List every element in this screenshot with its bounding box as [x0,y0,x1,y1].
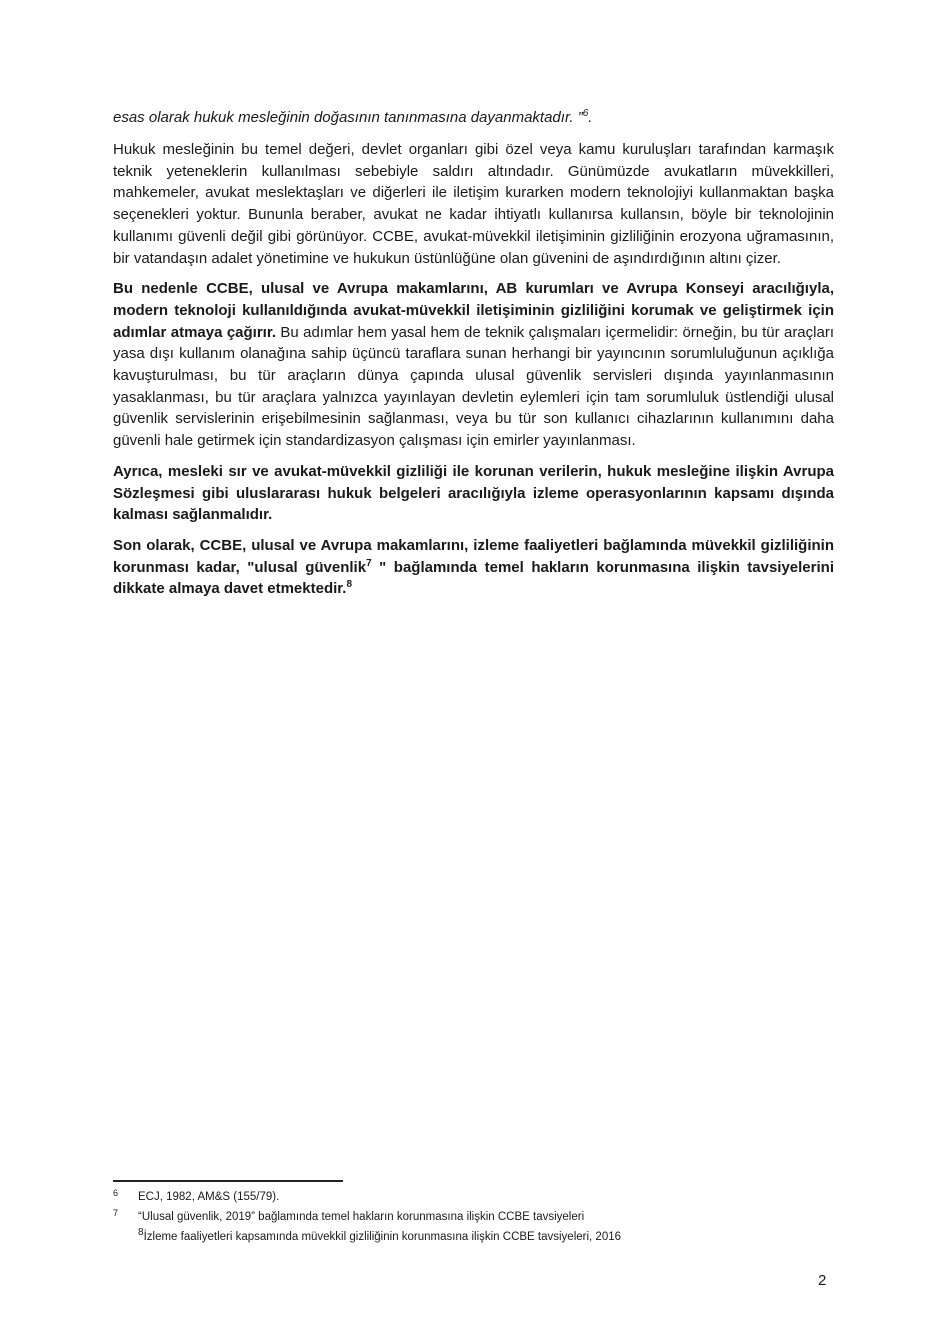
footnote-6-text: ECJ, 1982, AM&S (155/79). [138,1191,280,1203]
footnote-ref-6: 6 [582,108,589,119]
quote-continuation-line [113,107,834,129]
paragraph-2-regular-text: Bu adımlar hem yasal hem de teknik çalışmaları içermelidir: örneğin, bu tür araçları yasa dışı kullanım olanağına sahip üçüncü taraflara sunan herhangi bir yayıncının sorumluluğunun açıklığa kavuşturulması, bu tür araçların dünya çapında ulusal güvenlik servisleri dışında yayınlanmasının yasaklanması, bu tür araçlara yalnızca yayınlayan devletin eylemleri için tam sorumluluk üstlendiği ulusal güvenlik servislerinin erişebilmesinin sağlanması, veya bu tür son kullanıcı cihazlarının kullanımını daha güvenli hale getirmek için standardizasyon çalışması için emirler yayınlanması. [113,323,834,450]
paragraph-4-text-end: " bağlamında temel hakların korunmasına ilişkin tavsiyelerini dikkate almaya davet etmektedir. [113,558,834,598]
footnote-8-body: İzleme faaliyetleri kapsamında müvekkil gizliliğinin korunmasına ilişkin CCBE tavsiyeleri, 2016 [143,1231,622,1243]
footnote-7-number: 7 [113,1208,119,1218]
footnote-8 [113,1227,834,1247]
quote-tail: . [588,109,593,126]
page-number: 2 [818,1272,827,1289]
footnote-6-number: 6 [113,1188,119,1198]
footnote-7 [113,1207,834,1227]
paragraph-3: Ayrıca, mesleki sır ve avukat-müvekkil gizliliği ile korunan verilerin, hukuk mesleğine ilişkin Avrupa Sözleşmesi gibi uluslararası hukuk belgeleri aracılığıyla izleme operasyonlarının kapsamı dışında kalması sağlanmalıdır. [113,462,834,524]
paragraph-2-bold-text: Bu nedenle CCBE, ulusal ve Avrupa makamlarını, AB kurumları ve Avrupa Konseyi aracılığıyla, modern teknoloji kullanıldığında avukat-müvekkil iletişiminin gizliliğini korumak ve geliştirmek için adımlar atmaya çağırır. [113,280,834,341]
paragraph-1: Hukuk mesleğinin bu temel değeri, devlet organları gibi özel veya kamu kuruluşları tarafından karmaşık teknik yeteneklerin kullanılması sebebiyle saldırı altındadır. Günümüzde avukatların müvekkilleri, mahkemeler, avukat meslektaşları ve diğerleri ile iletişim kurarken modern teknolojiyi kullanmaktan başka seçenekleri yoktur. Bununla beraber, avukat ne kadar ihtiyatlı kullanırsa kullansın, böyle bir teknolojinin kullanımı güvenli değil gibi görünüyor. CCBE, avukat-müvekkil iletişiminin gizliliğinin erozyona uğramasının, bir vatandaşın adalet yönetimine ve hukukun üstünlüğüne olan güvenini de aşındırdığının altını çizer. [113,141,834,267]
paragraph-4-text-start: Son olarak, CCBE, ulusal ve Avrupa makamlarını, izleme faaliyetleri bağlamında müvekkil gizliliğinin korunması kadar, "ulusal güvenlik [113,536,834,576]
footnote-8-number: 8 [138,1227,144,1239]
footnotes-section [113,1180,834,1247]
footnote-7-text: “Ulusal güvenlik, 2019” bağlamında temel hakların korunmasına ilişkin CCBE tavsiyeleri [138,1211,585,1223]
footnote-ref-7: 7 [366,557,372,569]
footnote-separator-line [113,1180,343,1182]
footnote-6 [113,1187,834,1207]
footnote-ref-8: 8 [346,579,353,591]
footnote-6-marker [113,1187,138,1207]
footnote-7-marker [113,1207,138,1227]
document-body [113,107,834,609]
paragraph-4 [113,535,834,600]
quote-text: esas olarak hukuk mesleğinin doğasının tanınmasına dayanmaktadır. ” [113,109,583,126]
footnote-8-text [138,1227,834,1247]
paragraph-2 [113,278,834,452]
